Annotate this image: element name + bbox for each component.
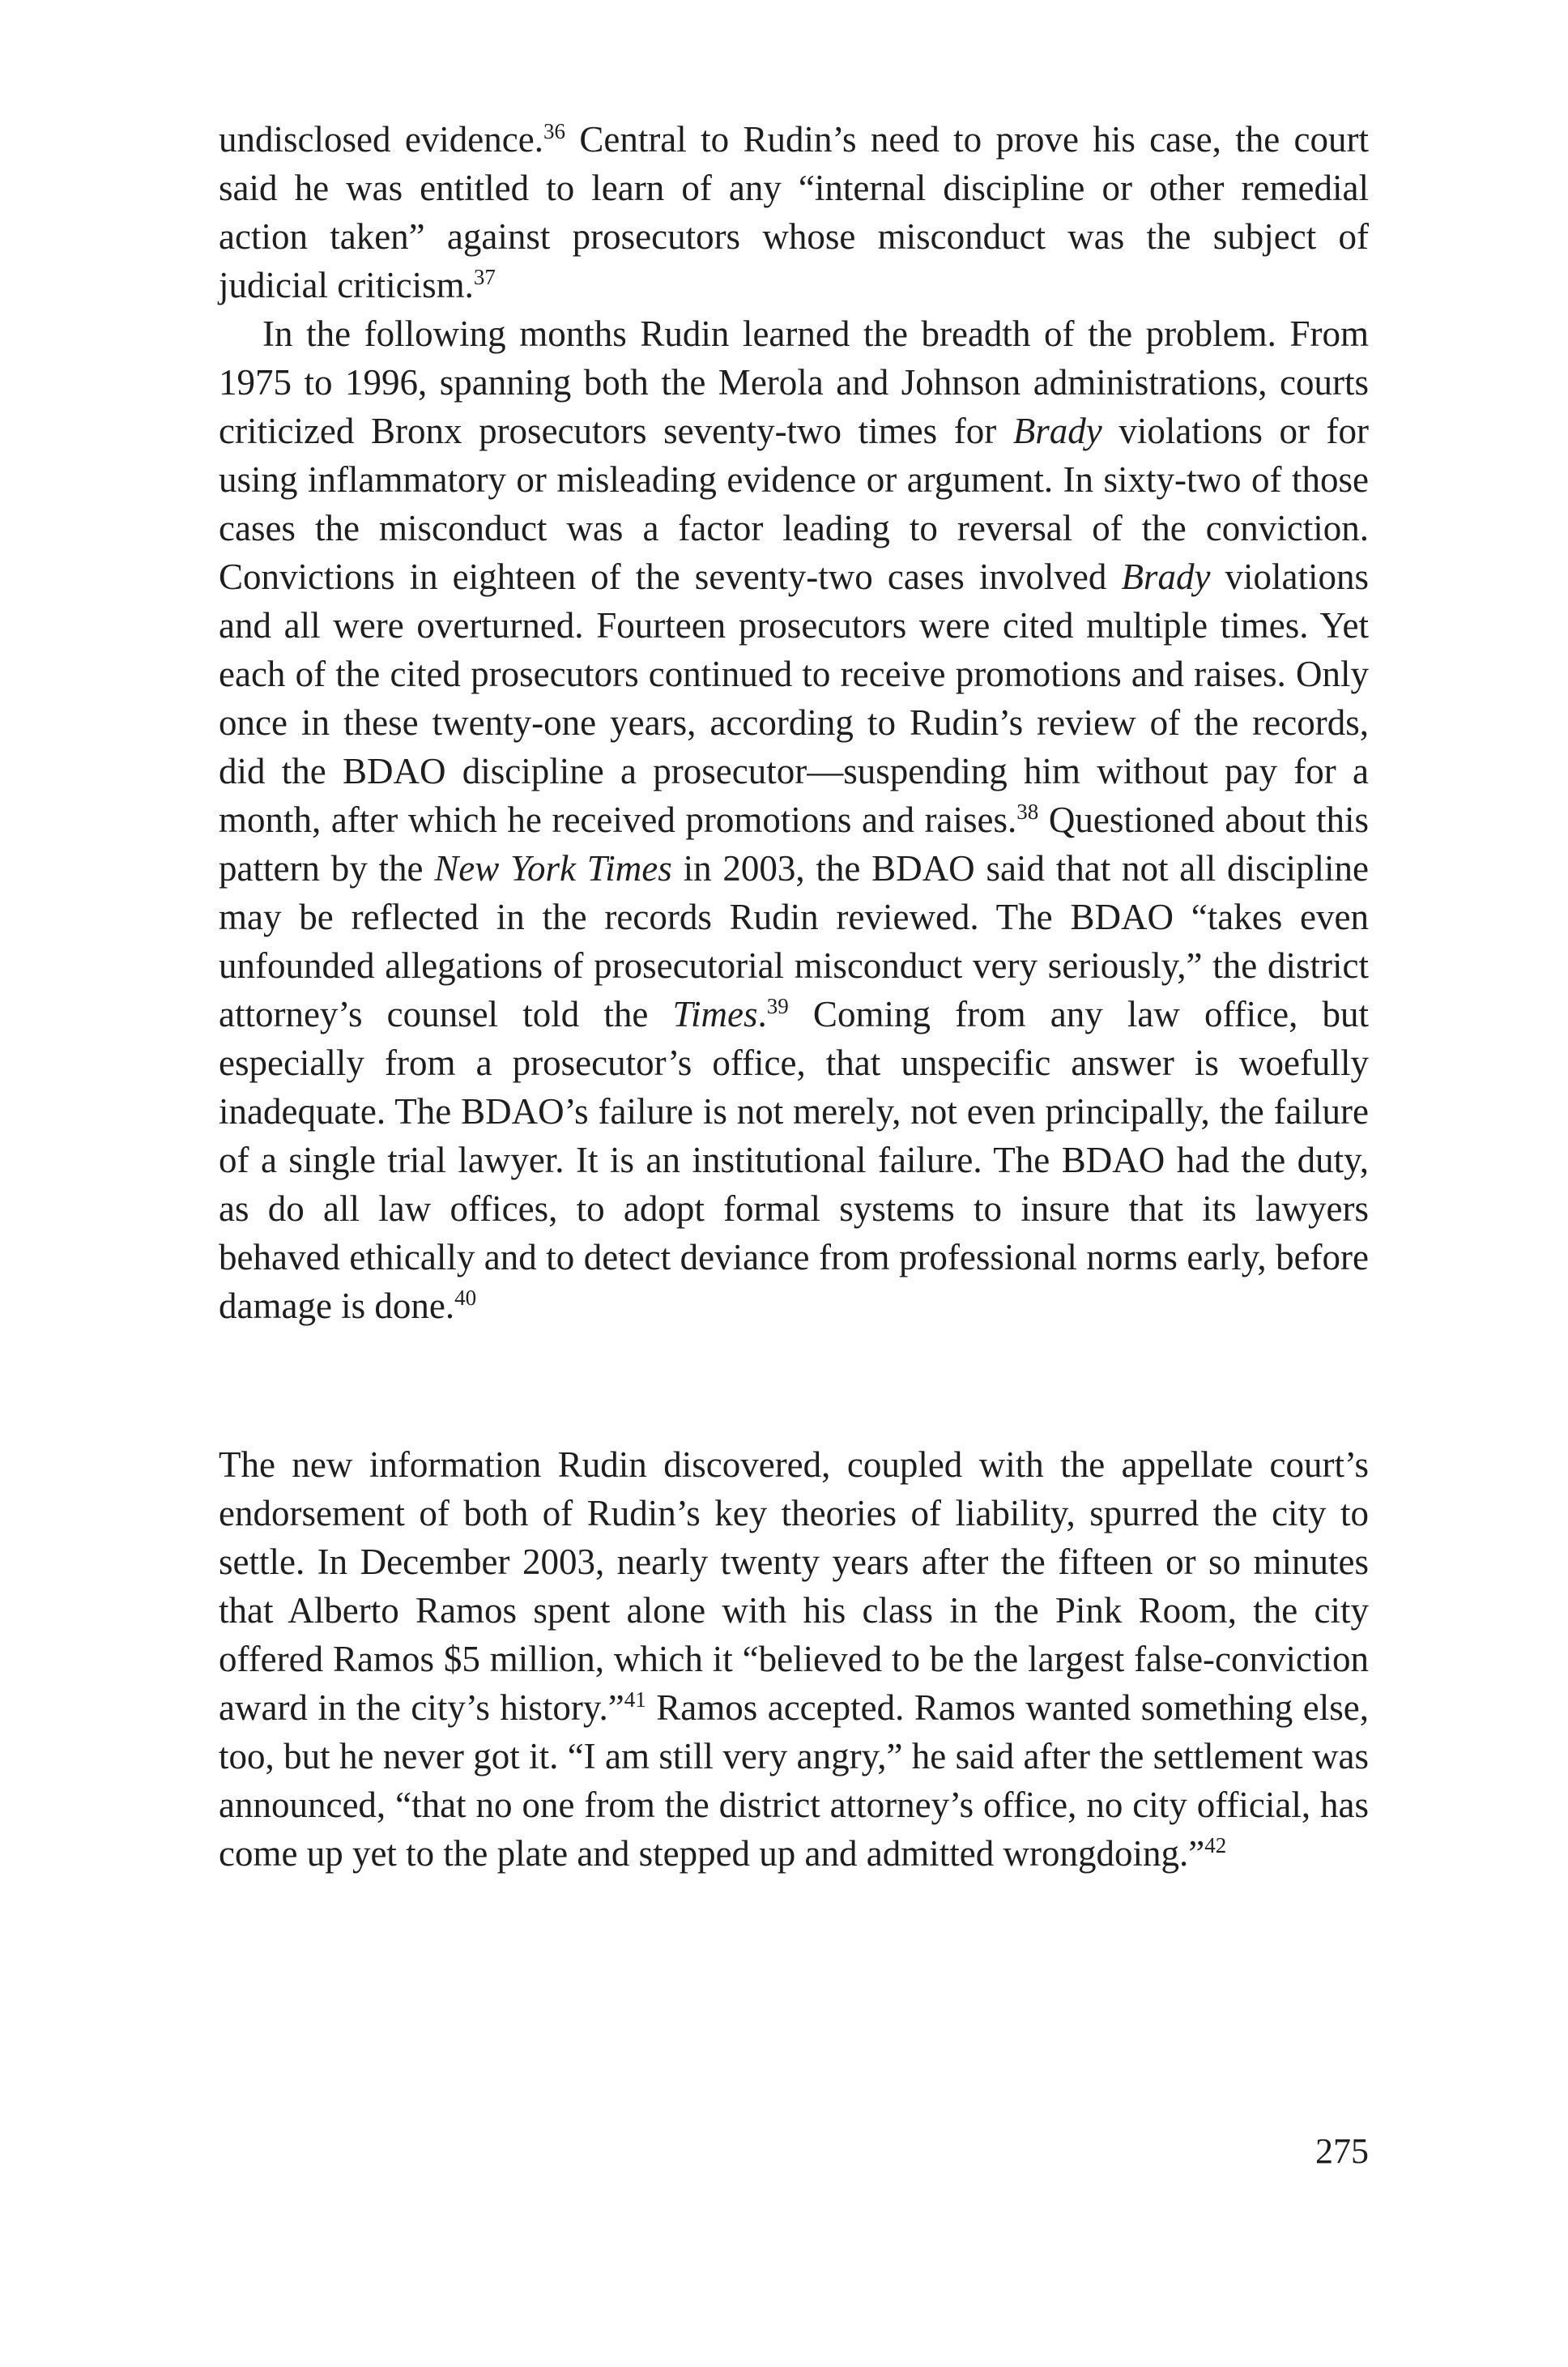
text-run: in 2003, the BDAO said that not all discipline may be reflected in the records Rudin reviewed. The BDAO “takes even unfounded allegations of prosecutorial misconduct very seriously,” the district attorney’s counsel told the xyxy=(219,848,1370,1034)
text-run: The new information Rudin discovered, coupled with the appellate court’s endorsement of both of Rudin’s key theories of liability, spurred the city to settle. In December 2003, nearly twenty years after the fifteen or so minutes that Alberto Ramos spent alone with his class in the Pink Room, the city offered Ramos $5 million, which it “believed to be the largest false-conviction award in the city’s history.” xyxy=(219,1444,1369,1728)
text-run: In the following months Rudin learned the breadth of the problem. From 1975 to 1996, spanning both the Merola and Johnson administrations, courts criticized Bronx prosecutors seventy-two times for xyxy=(219,313,1369,451)
text-run: violations and all were overturned. Fourteen prosecutors were cited multiple times. Yet each of the cited prosecutors continued to receive promotions and raises. Only once in these twenty-one years, according to Rudin’s review of the records, did the BDAO discipline a prosecutor—suspending him without pay for a month, after which he received promotions and raises. xyxy=(219,557,1370,840)
text-run: Ramos accepted. Ramos wanted something else, too, but he never got it. “I am still very angry,” he said after the settlement was announced, “that no one from the district attorney’s office, no city official, has come up yet to the plate and stepped up and admitted wrongdoing.” xyxy=(219,1687,1370,1874)
text-run: Questioned about this pattern by the xyxy=(219,800,1369,889)
body-text-lower xyxy=(219,1440,1369,1878)
text-run: . xyxy=(757,994,767,1034)
footnote-ref: 37 xyxy=(473,265,496,289)
text-run: Coming from any law office, but especially from a prosecutor’s office, that unspecific answer is woefully inadequate. The BDAO’s failure is not merely, not even principally, the failure of a single trial lawyer. It is an institutional failure. The BDAO had the duty, as do all law offices, to adopt formal systems to insure that its lawyers behaved ethically and to detect deviance from professional norms early, before damage is done. xyxy=(219,994,1369,1326)
paragraph-2 xyxy=(219,309,1369,1330)
text-run: Central to Rudin’s need to prove his case, the court said he was entitled to learn of any “internal discipline or other remedial action taken” against prosecutors whose misconduct was the subject of judicial criticism. xyxy=(219,119,1370,305)
page-number: 275 xyxy=(1315,2131,1369,2171)
italic-text: Brady xyxy=(1121,557,1211,597)
footnote-ref: 38 xyxy=(1016,800,1039,824)
footnote-ref: 40 xyxy=(454,1286,477,1310)
text-run: undisclosed evidence. xyxy=(219,119,543,160)
footnote-ref: 39 xyxy=(766,994,789,1018)
italic-text: New York Times xyxy=(434,848,672,889)
footnote-ref: 42 xyxy=(1204,1833,1227,1857)
paragraph-1 xyxy=(219,115,1369,309)
body-text-upper xyxy=(219,115,1369,1330)
text-run: violations or for using inflammatory or misleading evidence or argument. In sixty-two of those cases the misconduct was a factor leading to reversal of the conviction. Convictions in eighteen of the seventy-two cases involved xyxy=(219,411,1370,597)
footnote-ref: 41 xyxy=(624,1687,646,1712)
italic-text: Times xyxy=(672,994,758,1034)
paragraph-3 xyxy=(219,1440,1369,1878)
footnote-ref: 36 xyxy=(543,119,565,143)
italic-text: Brady xyxy=(1012,411,1102,451)
